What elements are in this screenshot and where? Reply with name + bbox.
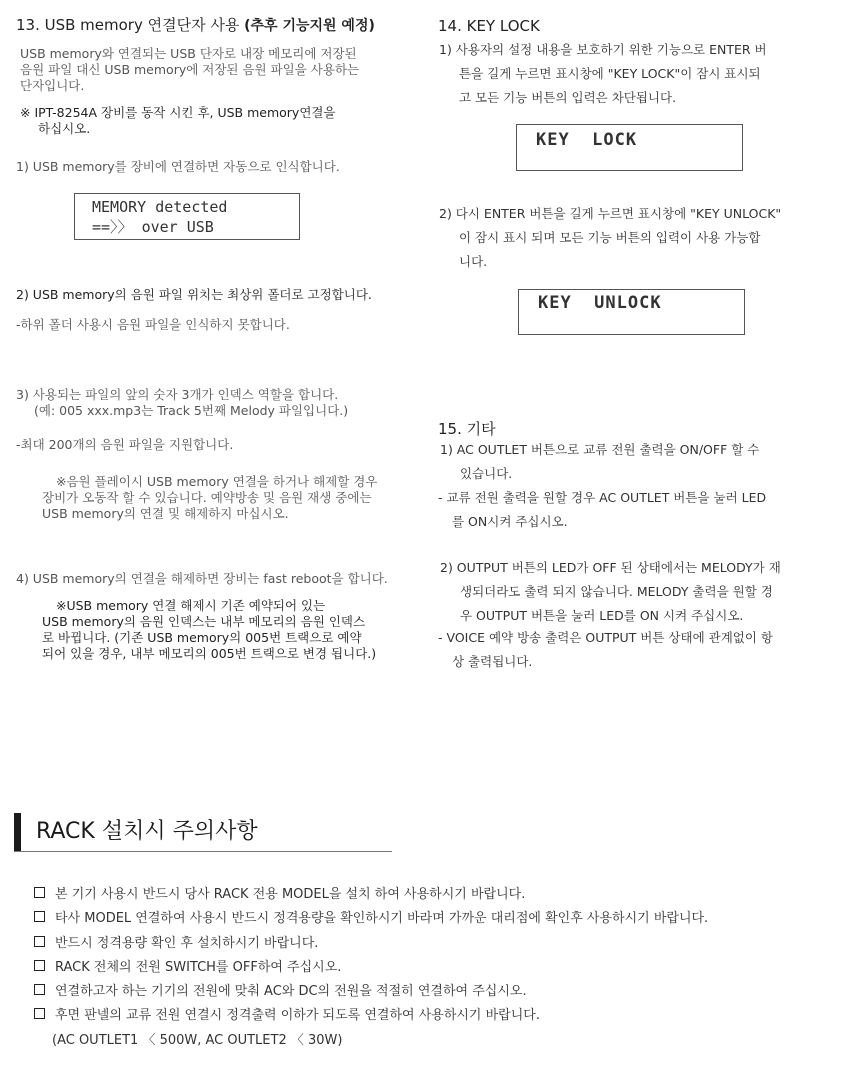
checkbox-icon xyxy=(34,911,45,922)
section-14-step-2: 2) 다시 ENTER 버튼을 길게 누르면 표시창에 "KEY UNLOCK" 이 잠시 표시 되며 모든 기능 버튼의 입력이 사용 가능합 니다. xyxy=(439,206,782,269)
rack-heading-rule xyxy=(14,851,392,852)
section-13-step-1: 1) USB memory를 장비에 연결하면 자동으로 인식합니다. xyxy=(16,159,340,174)
rack-list-item: 타사 MODEL 연결하여 사용시 반드시 정격용량을 확인하시기 바라며 가까운 대리점에 확인후 사용하시기 바랍니다. xyxy=(34,907,708,931)
rack-list-item: 후면 판넬의 교류 전원 연결시 정격출력 이하가 되도록 연결하여 사용하시기 바랍니다. xyxy=(34,1004,708,1028)
section-13-title-note: (추후 기능지원 예정) xyxy=(244,18,375,34)
section-13-step-2: 2) USB memory의 음원 파일 위치는 최상위 폴더로 고정합니다. xyxy=(16,287,372,302)
section-13-step-3-sub: -최대 200개의 음원 파일을 지원합니다. xyxy=(16,437,234,452)
section-15-step-2-sub: - VOICE 예약 방송 출력은 OUTPUT 버튼 상태에 관계없이 항 상 출력됩니다. xyxy=(438,630,773,669)
section-14-step-1: 1) 사용자의 설정 내용을 보호하기 위한 기능으로 ENTER 버 튼을 길게 누르면 표시창에 "KEY LOCK"이 잠시 표시되 고 모든 기능 버튼의 입력은 차단됩니다. xyxy=(439,42,767,105)
section-15-step-1-sub: - 교류 전원 출력을 원할 경우 AC OUTLET 버튼을 눌러 LED 를 ON시켜 주십시오. xyxy=(438,490,767,529)
checkbox-icon xyxy=(34,936,45,947)
section-13-step-3: 3) 사용되는 파일의 앞의 숫자 3개가 인덱스 역할을 합니다. (예: 005 xxx.mp3는 Track 5번째 Melody 파일입니다.) xyxy=(16,387,349,418)
section-14-title: 14. KEY LOCK xyxy=(438,17,540,35)
rack-list-item: 연결하고자 하는 기기의 전원에 맞춰 AC와 DC의 전원을 적절히 연결하여 주십시오. xyxy=(34,980,708,1004)
section-13-step-4-note: ※USB memory 연결 해제시 기존 예약되어 있는 USB memory의 음원 인덱스는 내부 메모리의 음원 인덱스 로 바뀝니다. (기존 USB memory의 005번 트랙으로 예약 되어 있을 경우, 내부 메모리의 005번 트랙으로 변경 됩니다.) xyxy=(42,598,377,661)
section-15-title: 15. 기타 xyxy=(438,420,496,438)
section-13-intro: USB memory와 연결되는 USB 단자로 내장 메모리에 저장된 음원 파일 대신 USB memory에 저장된 음원 파일을 사용하는 단자입니다. xyxy=(20,46,360,93)
section-13 xyxy=(16,14,421,35)
section-13-step-2-sub: -하위 폴더 사용시 음원 파일을 인식하지 못합니다. xyxy=(16,317,290,332)
section-13-step-3-note: ※음원 플레이시 USB memory 연결을 하거나 해제할 경우 장비가 오동작 할 수 있습니다. 예약방송 및 음원 재생 중에는 USB memory의 연결 및 해제하지 마십시오. xyxy=(42,474,378,521)
lcd-key-lock: KEY LOCK xyxy=(516,124,743,171)
checkbox-icon xyxy=(34,887,45,898)
checkbox-icon xyxy=(34,960,45,971)
rack-list-item: 본 기기 사용시 반드시 당사 RACK 전용 MODEL을 설치 하여 사용하시기 바랍니다. xyxy=(34,883,708,907)
section-13-step-4: 4) USB memory의 연결을 해제하면 장비는 fast reboot을 합니다. xyxy=(16,571,388,586)
section-13-note: ※ IPT-8254A 장비를 동작 시킨 후, USB memory연결을 하십시오. xyxy=(20,105,336,136)
rack-list xyxy=(34,883,708,1053)
section-15-step-1: 1) AC OUTLET 버튼으로 교류 전원 출력을 ON/OFF 할 수 있습니다. xyxy=(440,442,760,481)
rack-footer-note: (AC OUTLET1 〈 500W, AC OUTLET2 〈 30W) xyxy=(52,1032,343,1048)
checkbox-icon xyxy=(34,984,45,995)
rack-list-item: 반드시 정격용량 확인 후 설치하시기 바랍니다. xyxy=(34,932,708,956)
lcd-memory-detected: MEMORY detected ==〉〉 over USB xyxy=(74,193,300,240)
rack-heading-title: RACK 설치시 주의사항 xyxy=(36,819,258,844)
rack-heading-bar xyxy=(14,813,21,851)
section-13-title: 13. USB memory 연결단자 사용 (추후 기능지원 예정) xyxy=(16,16,375,34)
lcd-key-unlock: KEY UNLOCK xyxy=(518,289,745,335)
checkbox-icon xyxy=(34,1008,45,1019)
section-15-step-2: 2) OUTPUT 버튼의 LED가 OFF 된 상태에서는 MELODY가 재 생되더라도 출력 되지 않습니다. MELODY 출력을 원할 경 우 OUTPUT 버튼을 눌러 LED를 ON 시켜 주십시오. xyxy=(440,560,781,623)
rack-list-item: RACK 전체의 전원 SWITCH를 OFF하여 주십시오. xyxy=(34,956,708,980)
